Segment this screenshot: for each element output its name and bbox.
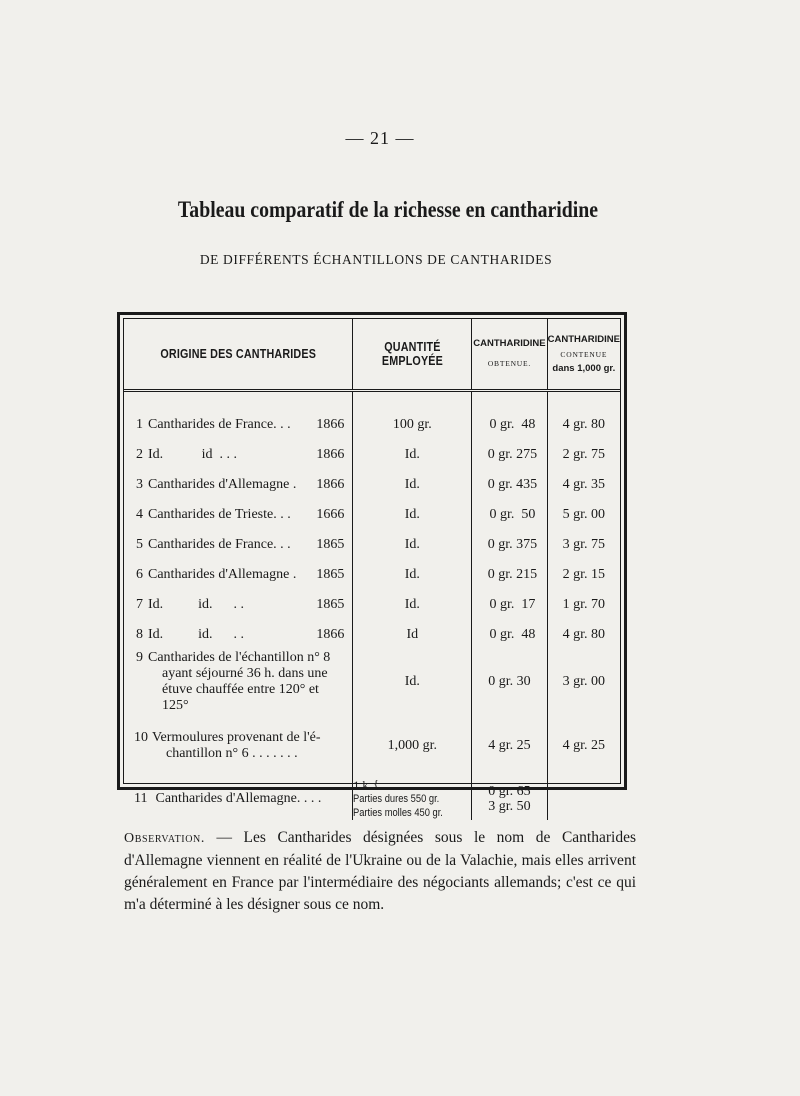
data-table-frame bbox=[117, 312, 627, 820]
row-obtained: 0 gr. 48 bbox=[472, 620, 547, 650]
row10-content: 4 gr. 25 bbox=[562, 738, 606, 753]
row-name: Cantharides d'Allemagne . bbox=[148, 567, 297, 582]
table-row bbox=[124, 530, 620, 560]
row-qty: Id. bbox=[353, 590, 472, 620]
row-qty: 100 gr. bbox=[353, 410, 472, 440]
row-obtained: 0 gr. 17 bbox=[472, 590, 547, 620]
table-row bbox=[124, 714, 620, 778]
row11-qty-unit: 1 k. bbox=[353, 778, 372, 793]
row-qty: Id bbox=[353, 620, 472, 650]
table-header-row bbox=[124, 319, 620, 391]
row-year: 1866 bbox=[316, 447, 345, 462]
row11-part2: Parties molles 450 gr. bbox=[353, 807, 444, 820]
cantharidine-table bbox=[124, 319, 620, 820]
table-row bbox=[124, 440, 620, 470]
row9-line3: étuve chauffée entre 120° et 125° bbox=[162, 682, 319, 713]
row-number: 10 bbox=[134, 730, 148, 745]
row-number: 5 bbox=[136, 537, 143, 552]
page-title: Tableau comparatif de la richesse en cantharidine bbox=[177, 197, 599, 222]
row-obtained: 0 gr. 50 bbox=[472, 500, 547, 530]
row-qty: Id. bbox=[353, 500, 472, 530]
row-number: 3 bbox=[136, 477, 143, 492]
row9-obtained: 0 gr. 30 bbox=[472, 650, 547, 714]
header-quantite: QUANTITÉ EMPLOYÉE bbox=[361, 319, 463, 391]
header-obtenue-l1: CANTHARIDINE bbox=[473, 338, 546, 349]
row-content: 4 gr. 80 bbox=[562, 417, 606, 432]
row-name: Id. id . . . bbox=[148, 447, 238, 462]
row-content: 4 gr. 35 bbox=[562, 477, 606, 492]
row-year: 1866 bbox=[316, 417, 345, 432]
row-content: 5 gr. 00 bbox=[562, 507, 606, 522]
table-row bbox=[124, 560, 620, 590]
header-origine: ORIGINE DES CANTHARIDES bbox=[140, 319, 337, 391]
row-qty: Id. bbox=[353, 470, 472, 500]
row11-obtained1: 0 gr. 65 bbox=[488, 784, 531, 800]
row-number: 11 bbox=[134, 791, 148, 807]
row-qty: Id. bbox=[353, 440, 472, 470]
row-name: Cantharides de France. . . bbox=[148, 537, 291, 552]
table-row bbox=[124, 470, 620, 500]
row-number: 6 bbox=[136, 567, 143, 582]
row-obtained: 0 gr. 435 bbox=[472, 470, 547, 500]
table-row bbox=[124, 590, 620, 620]
header-contenue bbox=[547, 319, 620, 391]
header-obtenue-l2: OBTENUE. bbox=[487, 359, 532, 368]
row9-line2: ayant séjourné 36 h. dans une bbox=[162, 666, 328, 681]
row11-obtained2: 3 gr. 50 bbox=[488, 799, 531, 815]
row-number: 8 bbox=[136, 627, 143, 642]
row-year: 1666 bbox=[316, 507, 345, 522]
row-year: 1866 bbox=[316, 477, 345, 492]
row-qty: Id. bbox=[353, 560, 472, 590]
header-contenue-l1: CANTHARIDINE bbox=[547, 333, 620, 345]
row-year: 1866 bbox=[316, 627, 345, 642]
table-row bbox=[124, 620, 620, 650]
table-row bbox=[124, 410, 620, 440]
row9-line1: Cantharides de l'échantillon n° 8 bbox=[148, 650, 331, 665]
row-number: 9 bbox=[136, 650, 143, 665]
table-body bbox=[124, 410, 620, 650]
row-content: 1 gr. 70 bbox=[562, 597, 606, 612]
page-subtitle: DE DIFFÉRENTS ÉCHANTILLONS DE CANTHARIDES bbox=[199, 252, 553, 267]
page-number: — 21 — bbox=[345, 128, 415, 148]
row-obtained: 0 gr. 275 bbox=[472, 440, 547, 470]
row-number: 2 bbox=[136, 447, 143, 462]
row-year: 1865 bbox=[316, 567, 345, 582]
row-number: 1 bbox=[136, 417, 143, 432]
row-year: 1865 bbox=[316, 597, 345, 612]
row-name: Cantharides de Trieste. . . bbox=[148, 507, 291, 522]
brace-icon: { bbox=[373, 779, 379, 792]
row10-line1: Vermoulures provenant de l'é- bbox=[152, 730, 321, 745]
row9-content: 3 gr. 00 bbox=[562, 674, 606, 689]
row-name: Cantharides d'Allemagne . bbox=[148, 477, 297, 492]
header-contenue-l3: dans 1,000 gr. bbox=[552, 362, 616, 374]
header-obtenue bbox=[472, 319, 547, 391]
row-year: 1865 bbox=[316, 537, 345, 552]
row-name: Id. id. . . bbox=[148, 627, 245, 642]
row-number: 7 bbox=[136, 597, 143, 612]
row-obtained: 0 gr. 215 bbox=[472, 560, 547, 590]
row10-obtained: 4 gr. 25 bbox=[472, 714, 547, 778]
header-contenue-l2: CONTENUE bbox=[560, 349, 608, 359]
row-content: 3 gr. 75 bbox=[562, 537, 606, 552]
row11-part1: Parties dures 550 gr. bbox=[353, 793, 440, 806]
row10-line2: chantillon n° 6 . . . . . . . bbox=[166, 746, 298, 761]
observation-text: — Les Cantharides désignées sous le nom de Cantharides d'Allemagne viennent en réalité de l'Ukraine ou de la Valachie, mais elles arrivent généralement en France par l'intermédiaire des négociants allemands; c'est ce qui m'a déterminé à les désigner sous ce nom. bbox=[124, 829, 636, 913]
row-number: 4 bbox=[136, 507, 143, 522]
row-name: Id. id. . . bbox=[148, 597, 245, 612]
row-content: 2 gr. 75 bbox=[562, 447, 606, 462]
row-obtained: 0 gr. 48 bbox=[472, 410, 547, 440]
row11-name: Cantharides d'Allemagne. . . . bbox=[155, 791, 322, 807]
row-obtained: 0 gr. 375 bbox=[472, 530, 547, 560]
row-content: 2 gr. 15 bbox=[562, 567, 606, 582]
row-content: 4 gr. 80 bbox=[562, 627, 606, 642]
row-qty: Id. bbox=[353, 530, 472, 560]
observation-label: Observation. bbox=[124, 831, 205, 846]
observation-note bbox=[124, 827, 636, 916]
table-row bbox=[124, 778, 620, 820]
table-row bbox=[124, 650, 620, 714]
table-row bbox=[124, 500, 620, 530]
row-name: Cantharides de France. . . bbox=[148, 417, 291, 432]
row9-qty: Id. bbox=[353, 650, 472, 714]
row10-qty: 1,000 gr. bbox=[353, 714, 472, 778]
